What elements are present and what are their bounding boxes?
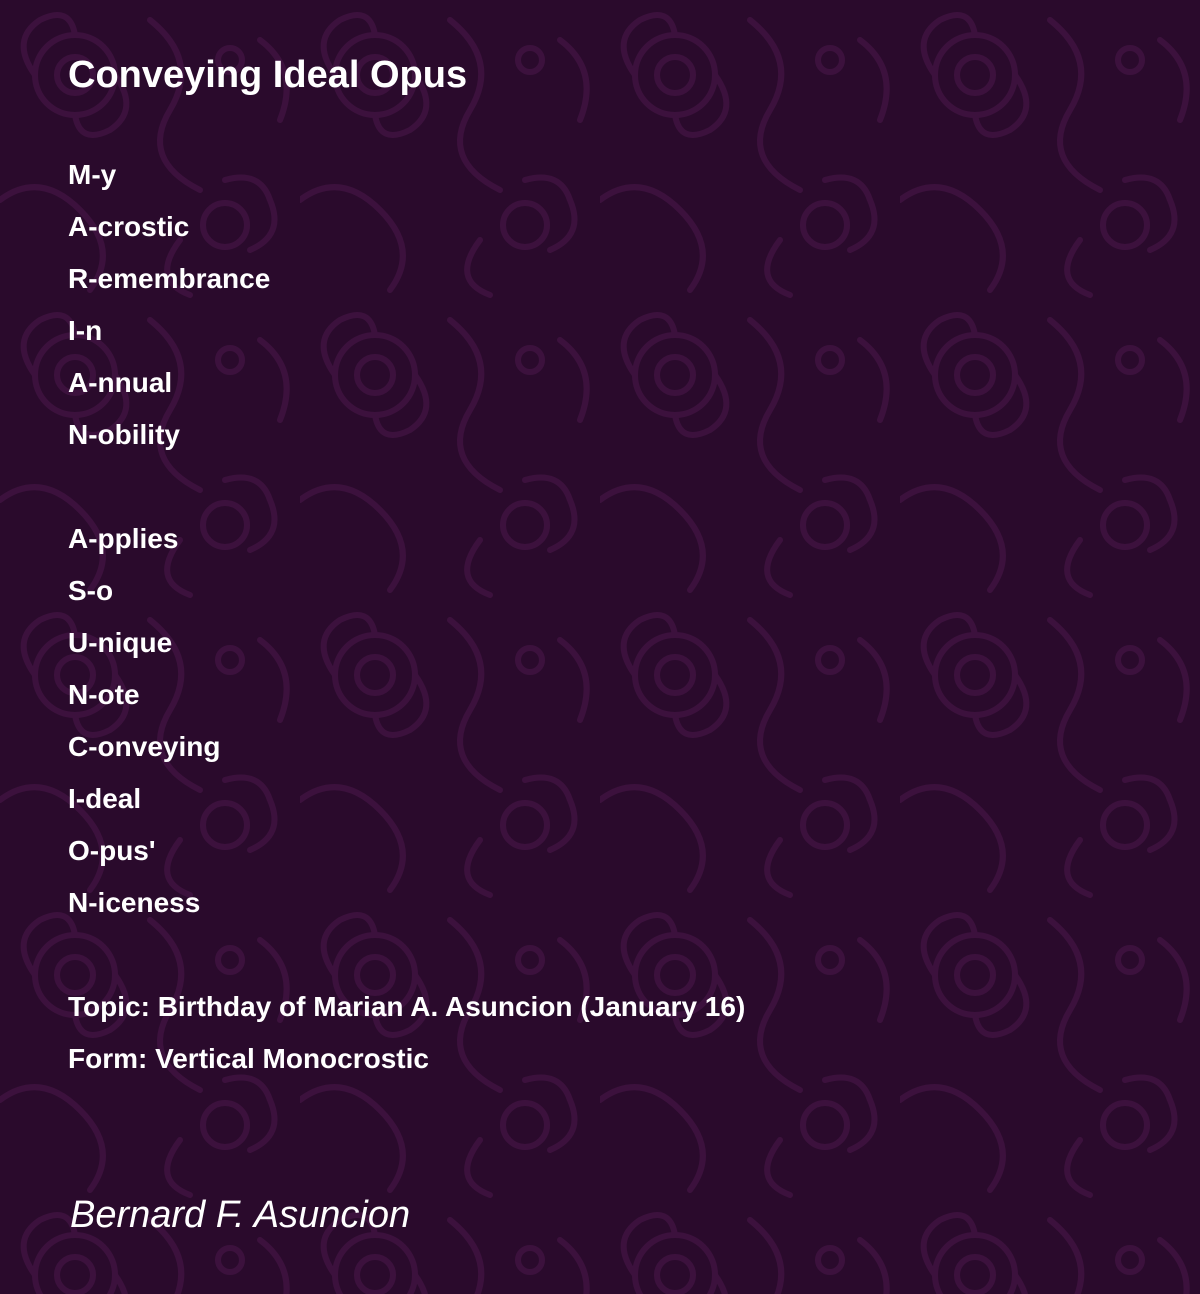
poem-line: I-n bbox=[68, 315, 103, 346]
poem-line: S-o bbox=[68, 575, 114, 606]
poem-line: A-crostic bbox=[68, 211, 190, 242]
poem-line: U-nique bbox=[68, 627, 173, 658]
poem-line: N-iceness bbox=[68, 887, 201, 918]
poem-line: M-y bbox=[68, 159, 117, 190]
poem-topic: Topic: Birthday of Marian A. Asuncion (January 16) bbox=[68, 991, 746, 1022]
poem-title: Conveying Ideal Opus bbox=[68, 54, 468, 96]
stanza-break bbox=[68, 936, 745, 988]
poem-line: A-pplies bbox=[68, 523, 179, 554]
poem-line: N-ote bbox=[68, 679, 140, 710]
poem-line: N-obility bbox=[68, 419, 180, 450]
poem-form: Form: Vertical Monocrostic bbox=[68, 1043, 429, 1074]
poem-line: R-emembrance bbox=[68, 263, 271, 294]
poem-line: O-pus' bbox=[68, 835, 156, 866]
poem-body bbox=[68, 156, 745, 1092]
poem-line: A-nnual bbox=[68, 367, 173, 398]
poem-line: I-deal bbox=[68, 783, 142, 814]
poem-author: Bernard F. Asuncion bbox=[70, 1194, 411, 1236]
poem-line: C-onveying bbox=[68, 731, 221, 762]
stanza-break bbox=[68, 468, 745, 520]
